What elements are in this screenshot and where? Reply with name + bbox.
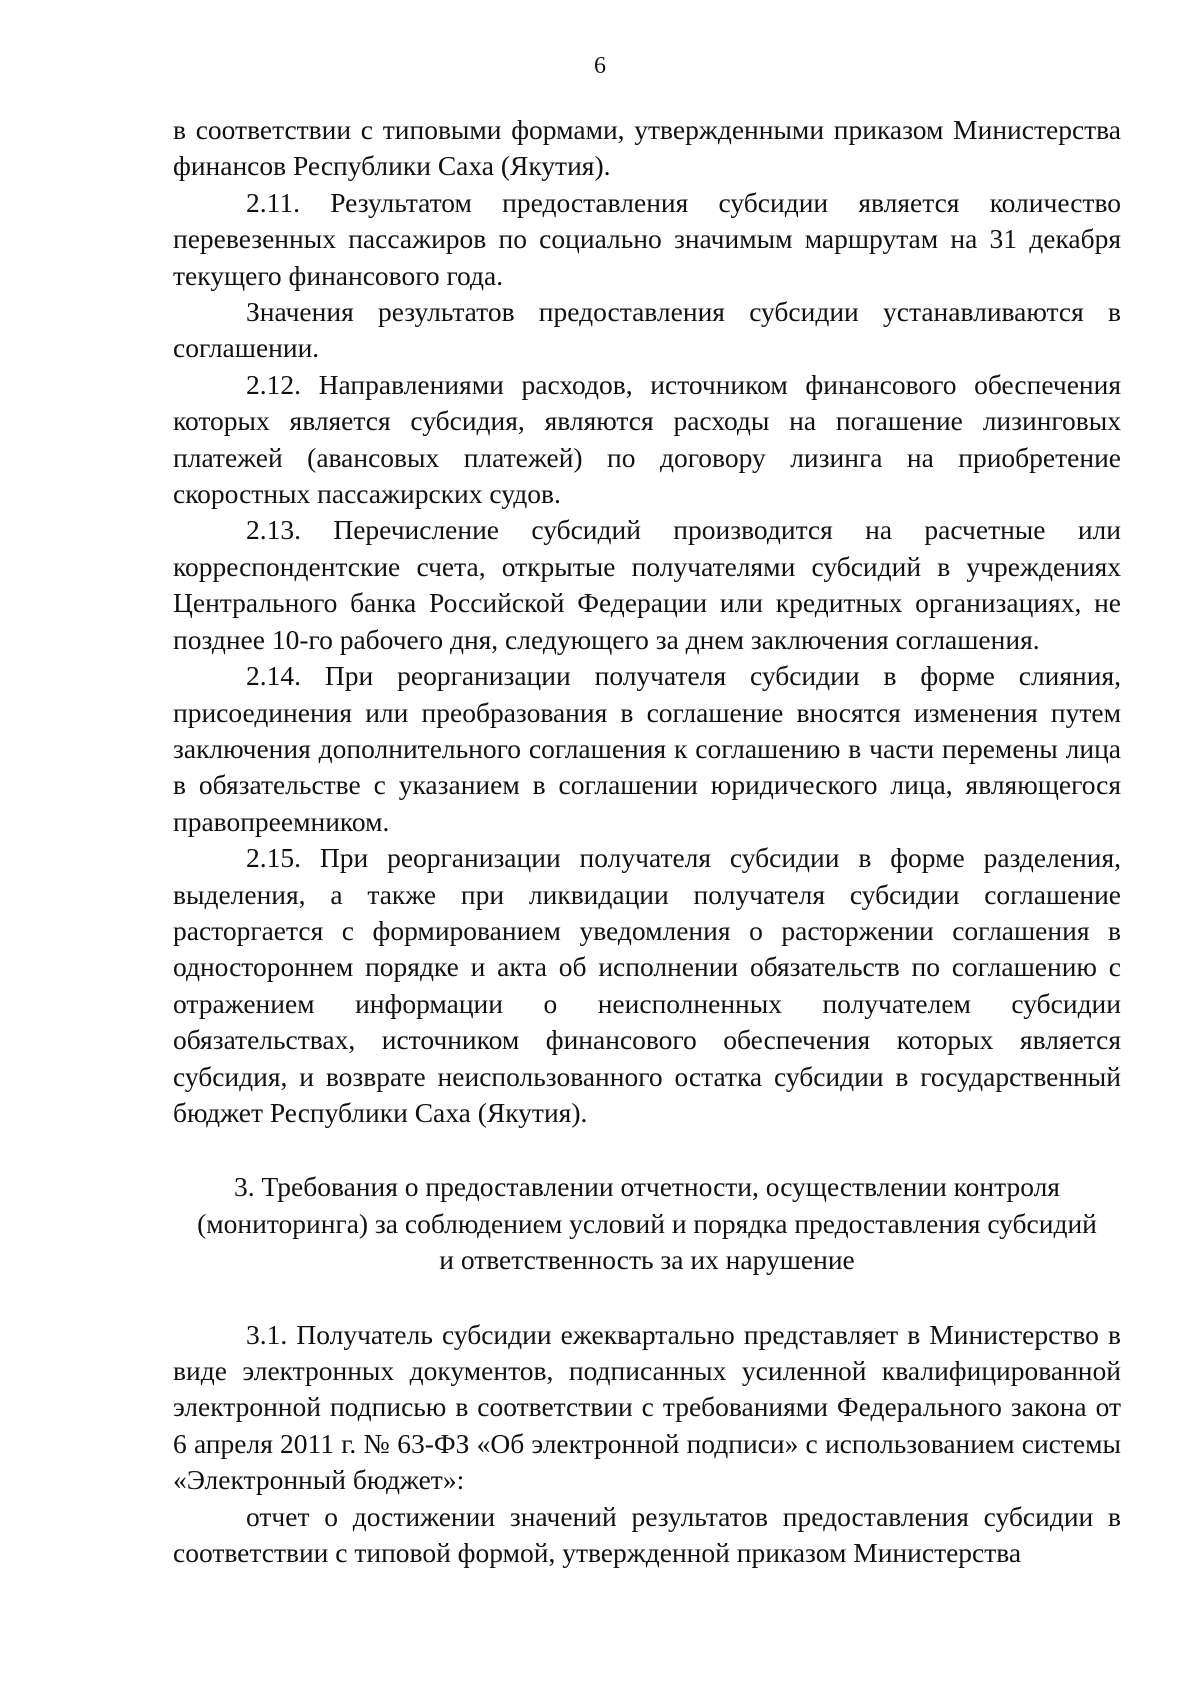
section-heading [173,1169,1121,1278]
page-number: 6 [594,53,606,79]
paragraph-2-11: 2.11. Результатом предоставления субсидии является количество перевезенных пассажиров по социально значимым маршрутам на 31 декабря текущего финансового года. [173,186,1121,291]
paragraph-2-14: 2.14. При реорганизации получателя субсидии в форме слияния, присоединения или преобразования в соглашение вносятся изменения путем заключения дополнительного соглашения к соглашению в части перемены лица в обязательстве с указанием в соглашении юридического лица, являющегося правопреемником. [173,660,1121,837]
paragraph-results-values: Значения результатов предоставления субсидии устанавливаются в соглашении. [173,296,1121,364]
paragraph-report: отчет о достижении значений результатов предоставления субсидии в соответствии с типовой формой, утвержденной приказом Министерства [173,1500,1121,1569]
paragraph-2-15: 2.15. При реорганизации получателя субсидии в форме разделения, выделения, а также при ликвидации получателя субсидии соглашение расторгается с формированием уведомления о расторжении соглашения в одностороннем порядке и акта об исполнении обязательств по соглашению с отражением информации о неисполненных получателем субсидии обязательствах, источником финансового обеспечения которых является субсидия, и возврате неиспользованного остатка субсидии в государственный бюджет Республики Саха (Якутия). [173,842,1121,1128]
paragraph-3-1: 3.1. Получатель субсидии ежеквартально представляет в Министерство в виде электронных документов, подписанных усиленной квалифицированной электронной подписью в соответствии с требованиями Федерального закона от 6 апреля 2011 г. № 63-ФЗ «Об электронной подписи» с использованием системы «Электронный бюджет»: [173,1318,1121,1496]
paragraph-continuation: в соответствии с типовыми формами, утвержденными приказом Министерства финансов Республики Саха (Якутия). [173,114,1121,182]
paragraph-2-13: 2.13. Перечисление субсидий производится на расчетные или корреспондентские счета, открытые получателями субсидий в учреждениях Центрального банка Российской Федерации или кредитных организациях, не позднее 10-го рабочего дня, следующего за днем заключения соглашения. [173,514,1121,655]
section-heading-line-2: (мониторинга) за соблюдением условий и порядка предоставления субсидий [197,1207,1097,1239]
section-heading-line-3: и ответственность за их нарушение [439,1244,855,1276]
paragraph-2-12: 2.12. Направлениями расходов, источником финансового обеспечения которых является субсидия, являются расходы на погашение лизинговых платежей (авансовых платежей) по договору лизинга на приобретение скоростных пассажирских судов. [173,368,1121,510]
section-heading-line-1: 3. Требования о предоставлении отчетности, осуществлении контроля [234,1171,1060,1203]
document-body [173,112,1121,1571]
